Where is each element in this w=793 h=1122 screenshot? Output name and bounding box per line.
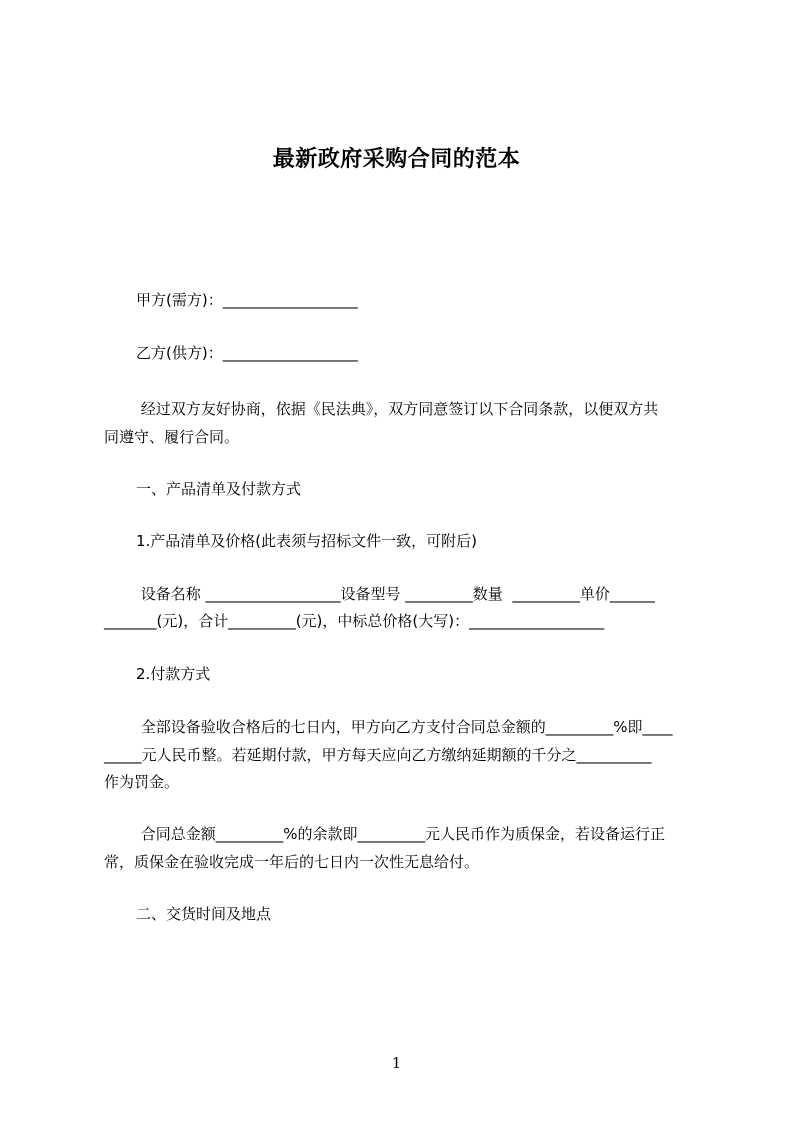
payment-paragraph-line-2: _____元人民币整。若延期付款，甲方每天应向乙方缴纳延期额的千分之__________ <box>104 746 652 764</box>
product-list-line-1: 设备名称 __________________设备型号 _________数量 _________单价______ <box>136 585 655 603</box>
party-b-line: 乙方(供方)：__________________ <box>136 344 358 362</box>
product-list-line-2: _______(元)，合计_________(元)，中标总价格(大写)：__________________ <box>104 612 605 630</box>
section-2-heading: 二、交货时间及地点 <box>136 905 272 923</box>
section-1-heading: 一、产品清单及付款方式 <box>136 480 302 498</box>
intro-paragraph-line-1: 经过双方友好协商，依据《民法典》，双方同意签订以下合同条款，以便双方共 <box>136 400 659 418</box>
payment-paragraph-line-3: 作为罚金。 <box>104 773 180 791</box>
page-number: 1 <box>391 1054 402 1072</box>
intro-paragraph-line-2: 同遵守、履行合同。 <box>104 428 240 446</box>
subsection-2-heading: 2.付款方式 <box>136 665 211 683</box>
document-title: 最新政府采购合同的范本 <box>272 147 521 172</box>
warranty-paragraph-line-1: 合同总金额_________%的余款即_________元人民币作为质保金，若设备运行正 <box>136 825 666 843</box>
warranty-paragraph-line-2: 常，质保金在验收完成一年后的七日内一次性无息给付。 <box>104 853 480 871</box>
payment-paragraph-line-1: 全部设备验收合格后的七日内，甲方向乙方支付合同总金额的_________%即____ <box>136 718 673 736</box>
party-a-line: 甲方(需方)：__________________ <box>136 291 358 309</box>
subsection-1-heading: 1.产品清单及价格(此表须与招标文件一致，可附后) <box>136 532 478 550</box>
